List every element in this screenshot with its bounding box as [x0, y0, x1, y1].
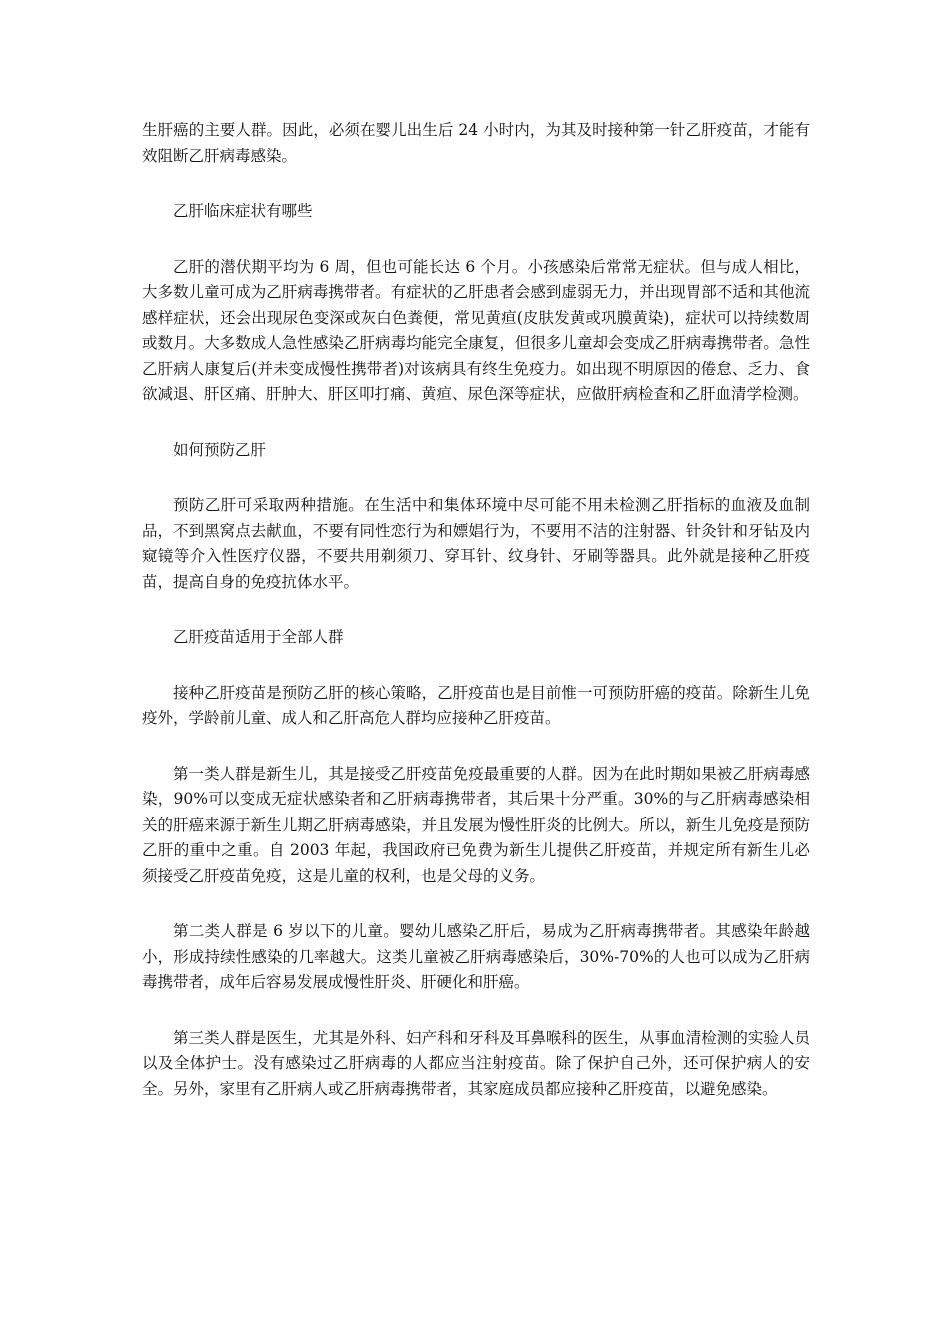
paragraph-vaccine-strategy: 接种乙肝疫苗是预防乙肝的核心策略，乙肝疫苗也是目前惟一可预防肝癌的疫苗。除新生儿免疫外，学龄前儿童、成人和乙肝高危人群均应接种乙肝疫苗。 — [142, 683, 810, 727]
document-page — [142, 118, 810, 1132]
paragraph-symptoms: 乙肝的潜伏期平均为 6 周，但也可能长达 6 个月。小孩感染后常常无症状。但与成人相比，大多数儿童可成为乙肝病毒携带者。有症状的乙肝患者会感到虚弱无力，并出现胃部不适和其他流感样症状，还会出现尿色变深或灰白色粪便，常见黄疸(皮肤发黄或巩膜黄染)，症状可以持续数周或数月。大多数成人急性感染乙肝病毒均能完全康复，但很多儿童却会变成乙肝病毒携带者。急性乙肝病人康复后(并未变成慢性携带者)对该病具有终生免疫力。如出现不明原因的倦怠、乏力、食欲减退、肝区痛、肝肿大、肝区叩打痛、黄疸、尿色深等症状，应做肝病检查和乙肝血清学检测。 — [142, 257, 810, 403]
paragraph-prevention: 预防乙肝可采取两种措施。在生活中和集体环境中尽可能不用未检测乙肝指标的血液及血制品，不到黑窝点去献血，不要有同性恋行为和嫖娼行为，不要用不洁的注射器、针灸针和牙钻及内窥镜等介入性医疗仪器，不要共用剃须刀、穿耳针、纹身针、牙刷等器具。此外就是接种乙肝疫苗，提高自身的免疫抗体水平。 — [142, 496, 810, 591]
section-heading-vaccine: 乙肝疫苗适用于全部人群 — [173, 628, 344, 646]
paragraph-group-newborns: 第一类人群是新生儿，其是接受乙肝疫苗免疫最重要的人群。因为在此时期如果被乙肝病毒感染，90%可以变成无症状感染者和乙肝病毒携带者，其后果十分严重。30%的与乙肝病毒感染相关的肝癌来源于新生儿期乙肝病毒感染，并且发展为慢性肝炎的比例大。所以，新生儿免疫是预防乙肝的重中之重。自 2003 年起，我国政府已免费为新生儿提供乙肝疫苗，并规定所有新生儿必须接受乙肝疫苗免疫，这是儿童的权利，也是父母的义务。 — [142, 764, 810, 885]
section-heading-prevention: 如何预防乙肝 — [173, 440, 267, 459]
paragraph-group-children: 第二类人群是 6 岁以下的儿童。婴幼儿感染乙肝后，易成为乙肝病毒携带者。其感染年龄越小，形成持续性感染的几率越大。这类儿童被乙肝病毒感染后，30%-70%的人也可以成为乙肝病毒携带者，成年后容易发展成慢性肝炎、肝硬化和肝癌。 — [142, 922, 810, 991]
section-heading-symptoms: 乙肝临床症状有哪些 — [173, 202, 313, 220]
paragraph-group-medical-staff: 第三类人群是医生，尤其是外科、妇产科和牙科及耳鼻喉科的医生，从事血清检测的实验人员以及全体护士。没有感染过乙肝病毒的人都应当注射疫苗。除了保护自己外，还可保护病人的安全。另外，家里有乙肝病人或乙肝病毒携带者，其家庭成员都应接种乙肝疫苗，以避免感染。 — [142, 1028, 810, 1098]
paragraph-continuation: 生肝癌的主要人群。因此，必须在婴儿出生后 24 小时内，为其及时接种第一针乙肝疫苗，才能有效阻断乙肝病毒感染。 — [142, 121, 810, 165]
